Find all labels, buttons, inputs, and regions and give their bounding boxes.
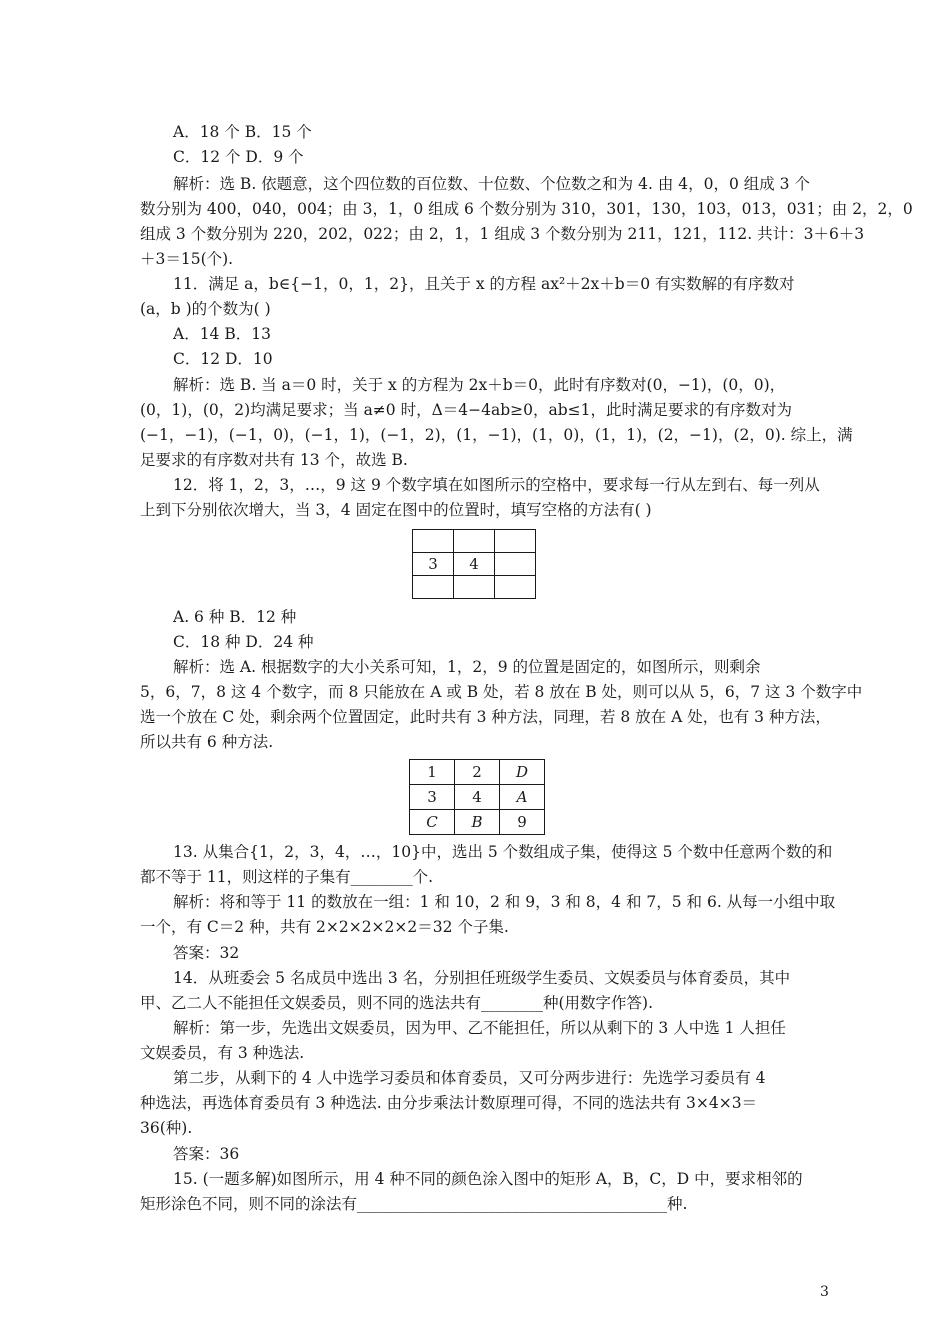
text-line: 解析：选 B. 依题意，这个四位数的百位数、十位数、个位数之和为 4. 由 4，0，0 组成 3 个 — [173, 175, 810, 193]
text-line: 12．将 1，2，3，…，9 这 9 个数字填在如图所示的空格中，要求每一行从左到右、每一列从 — [173, 476, 820, 494]
grid-cell: 4 — [454, 553, 495, 576]
grid-cell: A — [500, 785, 545, 810]
text-line: 矩形涂色不同，则不同的涂法有________________________________________种. — [140, 1195, 688, 1213]
text-line: (0，1)，(0，2)均满足要求；当 a≠0 时，Δ＝4−4ab≥0，ab≤1，此时满足要求的有序数对为 — [140, 401, 793, 419]
grid-cell: 4 — [455, 785, 500, 810]
text-line: C．12 个 D．9 个 — [173, 148, 304, 166]
grid-cell — [454, 576, 495, 599]
text-line: 组成 3 个数分别为 220，202，022；由 2，1，1 组成 3 个数分别为 211，121，112. 共计：3＋6＋3 — [140, 225, 865, 243]
text-line: ＋3＝15(个). — [140, 250, 234, 268]
grid-cell — [413, 530, 454, 553]
text-line: 答案：36 — [173, 1145, 240, 1163]
text-line: C．18 种 D．24 种 — [173, 633, 314, 651]
text-line: (−1，−1)，(−1，0)，(−1，1)，(−1，2)，(1，−1)，(1，0)，(1，1)，(2，−1)，(2，0). 综上，满 — [140, 426, 853, 444]
text-line: 所以共有 6 种方法. — [140, 733, 274, 751]
text-line: 一个，有 C＝2 种，共有 2×2×2×2×2＝32 个子集. — [140, 918, 509, 936]
text-line: 数分别为 400，040，004；由 3，1，0 组成 6 个数分别为 310，301，130，103，013，031；由 2，2，0 — [140, 200, 913, 218]
grid-cell — [454, 530, 495, 553]
text-line: 第二步，从剩下的 4 人中选学习委员和体育委员，又可分两步进行：先选学习委员有 4 — [173, 1069, 766, 1087]
page-number: 3 — [820, 1284, 829, 1300]
text-line: 解析：将和等于 11 的数放在一组：1 和 10，2 和 9，3 和 8，4 和 7，5 和 6. 从每一小组中取 — [173, 893, 836, 911]
text-line: 解析：选 A. 根据数字的大小关系可知，1，2，9 的位置是固定的，如图所示，则剩余 — [173, 658, 761, 676]
text-line: 足要求的有序数对共有 13 个，故选 B. — [140, 451, 408, 469]
text-line: 5，6，7，8 这 4 个数字，而 8 只能放在 A 或 B 处，若 8 放在 B 处，则可以从 5，6，7 这 3 个数字中 — [140, 683, 863, 701]
grid-cell: 1 — [410, 760, 455, 785]
text-line: A. 6 种 B．12 种 — [173, 608, 297, 626]
grid-cell: C — [410, 810, 455, 835]
text-line: 文娱委员，有 3 种选法. — [140, 1044, 305, 1062]
text-line: 上到下分别依次增大，当 3，4 固定在图中的位置时，填写空格的方法有( ) — [140, 501, 652, 519]
text-line: A．14 B．13 — [173, 325, 271, 343]
text-line: 种选法，再选体育委员有 3 种选法. 由分步乘法计数原理可得，不同的选法共有 3×4×3＝ — [140, 1094, 758, 1112]
grid-cell: 2 — [455, 760, 500, 785]
text-line: 选一个放在 C 处，剩余两个位置固定，此时共有 3 种方法，同理，若 8 放在 A 处，也有 3 种方法， — [140, 708, 831, 726]
text-line: 36(种). — [140, 1119, 193, 1137]
text-line: 14．从班委会 5 名成员中选出 3 名，分别担任班级学生委员、文娱委员与体育委员，其中 — [173, 969, 791, 987]
text-line: 13. 从集合{1，2，3，4，…，10}中，选出 5 个数组成子集，使得这 5 个数中任意两个数的和 — [173, 843, 833, 861]
grid-cell: 3 — [410, 785, 455, 810]
grid-cell: 9 — [500, 810, 545, 835]
grid-figure-2 — [409, 759, 545, 835]
text-line: (a，b )的个数为( ) — [140, 300, 271, 318]
grid-cell — [495, 553, 536, 576]
grid-cell: B — [455, 810, 500, 835]
grid-cell — [495, 576, 536, 599]
grid-cell — [413, 576, 454, 599]
text-line: A．18 个 B．15 个 — [173, 123, 312, 141]
text-line: 都不等于 11，则这样的子集有________个. — [140, 868, 434, 886]
text-line: 15. (一题多解)如图所示，用 4 种不同的颜色涂入图中的矩形 A，B，C，D 中，要求相邻的 — [173, 1170, 803, 1188]
text-line: 解析：选 B. 当 a＝0 时，关于 x 的方程为 2x＋b＝0，此时有序数对(0，−1)，(0，0)， — [173, 376, 786, 394]
grid-cell: 3 — [413, 553, 454, 576]
text-line: 11．满足 a，b∈{−1，0，1，2}，且关于 x 的方程 ax²＋2x＋b＝0 有实数解的有序数对 — [173, 275, 795, 293]
text-line: 答案：32 — [173, 944, 240, 962]
grid-figure-1 — [412, 529, 536, 599]
grid-cell: D — [500, 760, 545, 785]
text-line: 解析：第一步，先选出文娱委员，因为甲、乙不能担任，所以从剩下的 3 人中选 1 人担任 — [173, 1019, 786, 1037]
grid-cell — [495, 530, 536, 553]
text-line: 甲、乙二人不能担任文娱委员，则不同的选法共有________种(用数字作答). — [140, 994, 654, 1012]
text-line: C．12 D．10 — [173, 350, 273, 368]
